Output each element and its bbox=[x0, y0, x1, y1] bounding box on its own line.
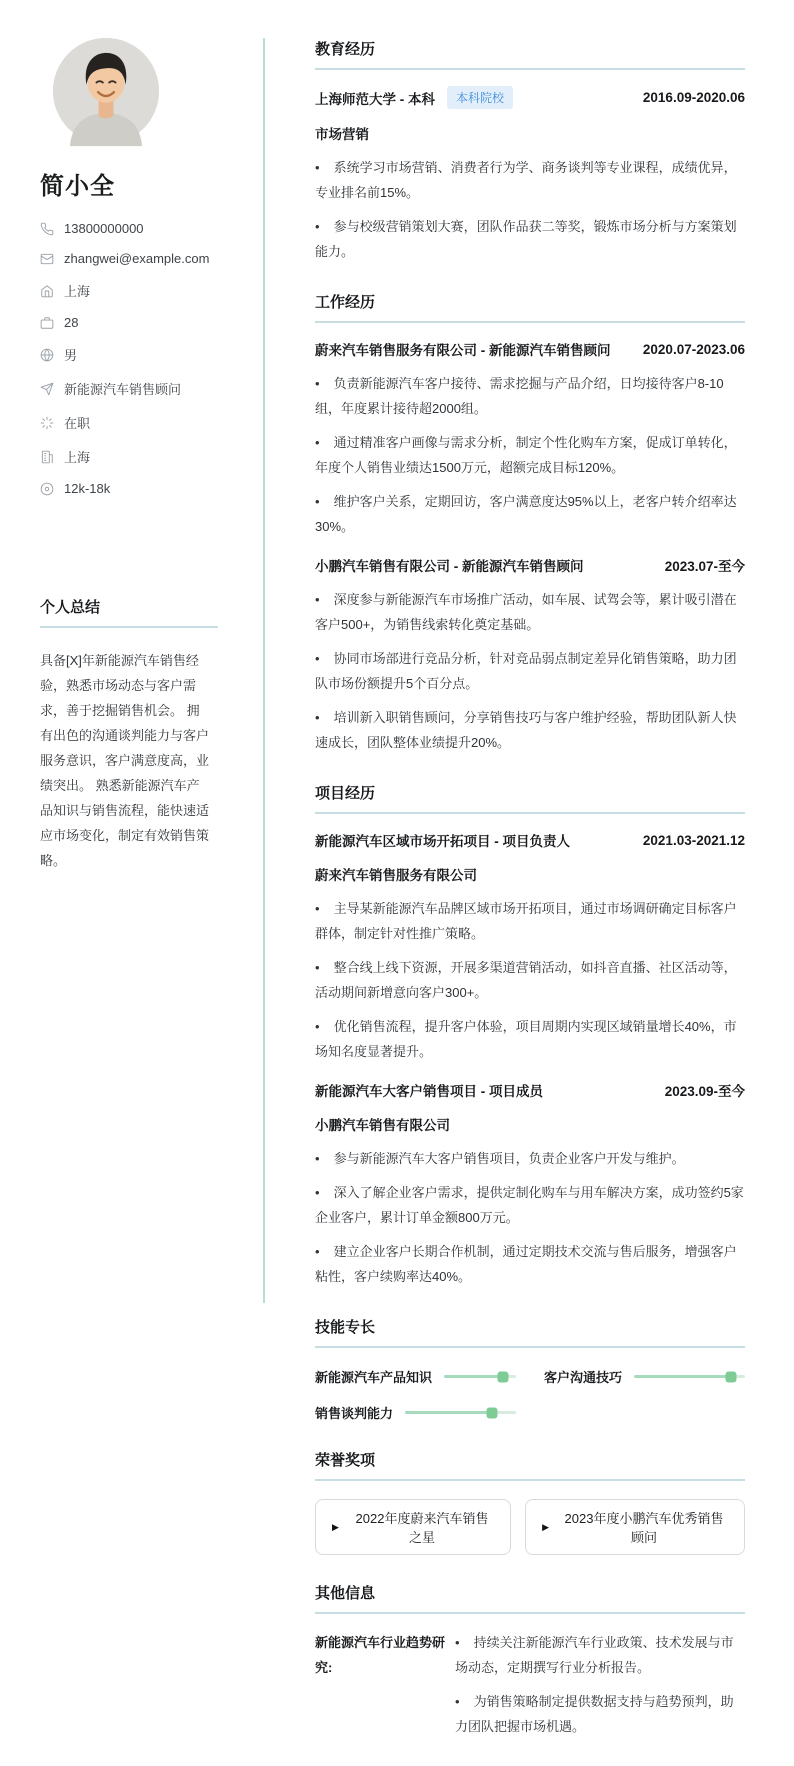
work-bullet: • 培训新入职销售顾问，分享销售技巧与客户维护经验，帮助团队新人快速成长，团队整体业绩提升20%。 bbox=[315, 710, 737, 750]
bullet-dot-icon: • bbox=[315, 1019, 320, 1034]
project-bullet: • 优化销售流程，提升客户体验，项目周期内实现区域销量增长40%，市场知名度显著提升。 bbox=[315, 1019, 737, 1059]
building-icon bbox=[40, 450, 54, 464]
contact-email-value: zhangwei@example.com bbox=[64, 251, 210, 266]
projects-section-title: 项目经历 bbox=[315, 782, 745, 814]
work-entry-title: 小鹏汽车销售有限公司 - 新能源汽车销售顾问 bbox=[315, 559, 584, 574]
education-section bbox=[315, 38, 745, 264]
honor-pill[interactable] bbox=[315, 1499, 511, 1555]
sidebar bbox=[40, 38, 220, 873]
work-entry bbox=[315, 339, 745, 539]
project-entry-date: 2021.03-2021.12 bbox=[642, 832, 745, 848]
skills-section-title: 技能专长 bbox=[315, 1316, 745, 1348]
work-entry bbox=[315, 555, 745, 755]
skill-slider-fill bbox=[405, 1411, 492, 1414]
contact-location bbox=[40, 447, 220, 466]
work-section bbox=[315, 291, 745, 755]
honors-section bbox=[315, 1449, 745, 1555]
education-major: 市场营销 bbox=[315, 127, 369, 142]
other-info-section bbox=[315, 1582, 745, 1739]
contact-status bbox=[40, 413, 220, 432]
contact-age-value: 28 bbox=[64, 315, 79, 330]
work-section-title: 工作经历 bbox=[315, 291, 745, 323]
bullet-dot-icon: • bbox=[315, 1151, 320, 1166]
bullet-dot-icon: • bbox=[315, 651, 320, 666]
project-company: 小鹏汽车销售有限公司 bbox=[315, 1118, 450, 1133]
skill-label: 新能源汽车产品知识 bbox=[315, 1370, 433, 1385]
briefcase-icon bbox=[40, 316, 54, 330]
skill-label: 销售谈判能力 bbox=[315, 1406, 394, 1421]
contact-job-intention-value: 新能源汽车销售顾问 bbox=[64, 382, 182, 397]
home-icon bbox=[40, 284, 54, 298]
contact-salary-value: 12k-18k bbox=[64, 481, 111, 496]
paper-plane-icon bbox=[40, 382, 54, 396]
bullet-dot-icon: • bbox=[455, 1694, 460, 1709]
project-bullet: • 建立企业客户长期合作机制，通过定期技术交流与售后服务，增强客户粘性，客户续购率达40%。 bbox=[315, 1244, 737, 1284]
work-entry-title: 蔚来汽车销售服务有限公司 - 新能源汽车销售顾问 bbox=[315, 343, 611, 358]
other-info-section-title: 其他信息 bbox=[315, 1582, 745, 1614]
avatar bbox=[53, 38, 159, 144]
candidate-name: 简小全 bbox=[40, 173, 115, 200]
skill-item bbox=[544, 1367, 745, 1386]
skill-slider[interactable] bbox=[405, 1411, 516, 1414]
project-bullet: • 整合线上线下资源，开展多渠道营销活动，如抖音直播、社区活动等，活动期间新增意向客户300+。 bbox=[315, 960, 737, 1000]
work-bullet: • 协同市场部进行竞品分析，针对竞品弱点制定差异化销售策略，助力团队市场份额提升5个百分点。 bbox=[315, 651, 737, 691]
sidebar-divider bbox=[263, 38, 265, 1303]
project-entry-title: 新能源汽车区域市场开拓项目 - 项目负责人 bbox=[315, 834, 570, 849]
education-bullet: • 系统学习市场营销、消费者行为学、商务谈判等专业课程，成绩优异，专业排名前15%。 bbox=[315, 160, 737, 200]
education-school: 上海师范大学 - 本科 bbox=[315, 91, 435, 107]
skill-slider-knob[interactable] bbox=[486, 1407, 497, 1418]
project-bullet: • 深入了解企业客户需求，提供定制化购车与用车解决方案，成功签约5家企业客户，累计订单金额800万元。 bbox=[315, 1185, 744, 1225]
bullet-dot-icon: • bbox=[315, 494, 320, 509]
skills-section bbox=[315, 1316, 745, 1422]
main-column bbox=[315, 38, 745, 1766]
honor-pill-label: 2022年度蔚来汽车销售之星 bbox=[355, 1511, 489, 1545]
mail-icon bbox=[40, 252, 54, 266]
contact-salary bbox=[40, 481, 220, 496]
skill-slider[interactable] bbox=[444, 1375, 516, 1378]
skill-slider-knob[interactable] bbox=[725, 1371, 736, 1382]
project-entry bbox=[315, 830, 745, 1064]
contact-location-value: 上海 bbox=[64, 450, 91, 465]
project-bullet: • 主导某新能源汽车品牌区域市场开拓项目，通过市场调研确定目标客户群体，制定针对性推广策略。 bbox=[315, 901, 737, 941]
personal-summary-text: 具备[X]年新能源汽车销售经验，熟悉市场动态与客户需求，善于挖掘销售机会。 拥有出色的沟通谈判能力与客户服务意识，客户满意度高，业绩突出。 熟悉新能源汽车产品知识与销售流程，能快速适应市场变化，制定有效销售策略。 bbox=[40, 653, 210, 868]
education-date: 2016.09-2020.06 bbox=[642, 90, 745, 105]
bullet-dot-icon: • bbox=[315, 435, 320, 450]
contact-phone-value: 13800000000 bbox=[64, 221, 144, 236]
target-icon bbox=[40, 482, 54, 496]
bullet-dot-icon: • bbox=[315, 960, 320, 975]
personal-summary-title: 个人总结 bbox=[40, 596, 218, 628]
education-bullet: • 参与校级营销策划大赛，团队作品获二等奖，锻炼市场分析与方案策划能力。 bbox=[315, 219, 737, 259]
play-arrow-icon: ▶ bbox=[542, 1521, 549, 1532]
skill-label: 客户沟通技巧 bbox=[544, 1370, 623, 1385]
other-info-bullet: • 持续关注新能源汽车行业政策、技术发展与市场动态，定期撰写行业分析报告。 bbox=[455, 1635, 734, 1675]
bullet-dot-icon: • bbox=[315, 901, 320, 916]
other-info-bullet: • 为销售策略制定提供数据支持与趋势预判，助力团队把握市场机遇。 bbox=[455, 1694, 734, 1734]
skill-item bbox=[315, 1403, 516, 1422]
skill-slider-fill bbox=[634, 1375, 731, 1378]
contact-email bbox=[40, 251, 220, 266]
honors-section-title: 荣誉奖项 bbox=[315, 1449, 745, 1481]
education-entry bbox=[315, 86, 745, 264]
contact-status-value: 在职 bbox=[64, 416, 91, 431]
work-entry-date: 2020.07-2023.06 bbox=[642, 341, 745, 357]
work-bullet: • 深度参与新能源汽车市场推广活动，如车展、试驾会等，累计吸引潜在客户500+，为销售线索转化奠定基础。 bbox=[315, 592, 737, 632]
bullet-dot-icon: • bbox=[315, 1185, 320, 1200]
skill-item bbox=[315, 1367, 516, 1386]
project-entry-title: 新能源汽车大客户销售项目 - 项目成员 bbox=[315, 1084, 543, 1099]
personal-summary-section bbox=[40, 596, 220, 873]
honor-pill-label: 2023年度小鹏汽车优秀销售顾问 bbox=[564, 1511, 724, 1545]
globe-icon bbox=[40, 348, 54, 362]
bullet-dot-icon: • bbox=[315, 376, 320, 391]
status-icon bbox=[40, 416, 54, 430]
education-school-line bbox=[315, 86, 513, 109]
work-bullet: • 负责新能源汽车客户接待、需求挖掘与产品介绍，日均接待客户8-10组，年度累计接待超2000组。 bbox=[315, 376, 724, 416]
contact-age bbox=[40, 315, 220, 330]
education-badge: 本科院校 bbox=[447, 86, 513, 109]
skill-slider-fill bbox=[444, 1375, 503, 1378]
bullet-dot-icon: • bbox=[315, 219, 320, 234]
honor-pill[interactable] bbox=[525, 1499, 745, 1555]
contact-gender-value: 男 bbox=[64, 348, 78, 363]
project-entry-date: 2023.09-至今 bbox=[664, 1084, 745, 1099]
skill-slider[interactable] bbox=[634, 1375, 745, 1378]
education-section-title: 教育经历 bbox=[315, 38, 745, 70]
skill-slider-knob[interactable] bbox=[498, 1371, 509, 1382]
work-bullet: • 维护客户关系，定期回访，客户满意度达95%以上，老客户转介绍率达30%。 bbox=[315, 494, 737, 534]
project-entry bbox=[315, 1080, 745, 1289]
contact-list bbox=[40, 221, 220, 496]
bullet-dot-icon: • bbox=[315, 160, 320, 175]
work-entry-date: 2023.07-至今 bbox=[664, 559, 745, 574]
contact-phone bbox=[40, 221, 220, 236]
avatar-illustration bbox=[53, 38, 159, 144]
project-bullet: • 参与新能源汽车大客户销售项目，负责企业客户开发与维护。 bbox=[315, 1151, 685, 1166]
contact-job-intention bbox=[40, 379, 220, 398]
project-company: 蔚来汽车销售服务有限公司 bbox=[315, 868, 477, 883]
bullet-dot-icon: • bbox=[455, 1635, 460, 1650]
other-info-label: 新能源汽车行业趋势研究: bbox=[315, 1635, 446, 1675]
bullet-dot-icon: • bbox=[315, 710, 320, 725]
contact-gender bbox=[40, 345, 220, 364]
play-arrow-icon: ▶ bbox=[332, 1521, 339, 1532]
contact-city-value: 上海 bbox=[64, 284, 91, 299]
bullet-dot-icon: • bbox=[315, 1244, 320, 1259]
bullet-dot-icon: • bbox=[315, 592, 320, 607]
work-bullet: • 通过精准客户画像与需求分析，制定个性化购车方案，促成订单转化，年度个人销售业绩达1500万元，超额完成目标120%。 bbox=[315, 435, 737, 475]
phone-icon bbox=[40, 222, 54, 236]
projects-section bbox=[315, 782, 745, 1289]
contact-city bbox=[40, 281, 220, 300]
